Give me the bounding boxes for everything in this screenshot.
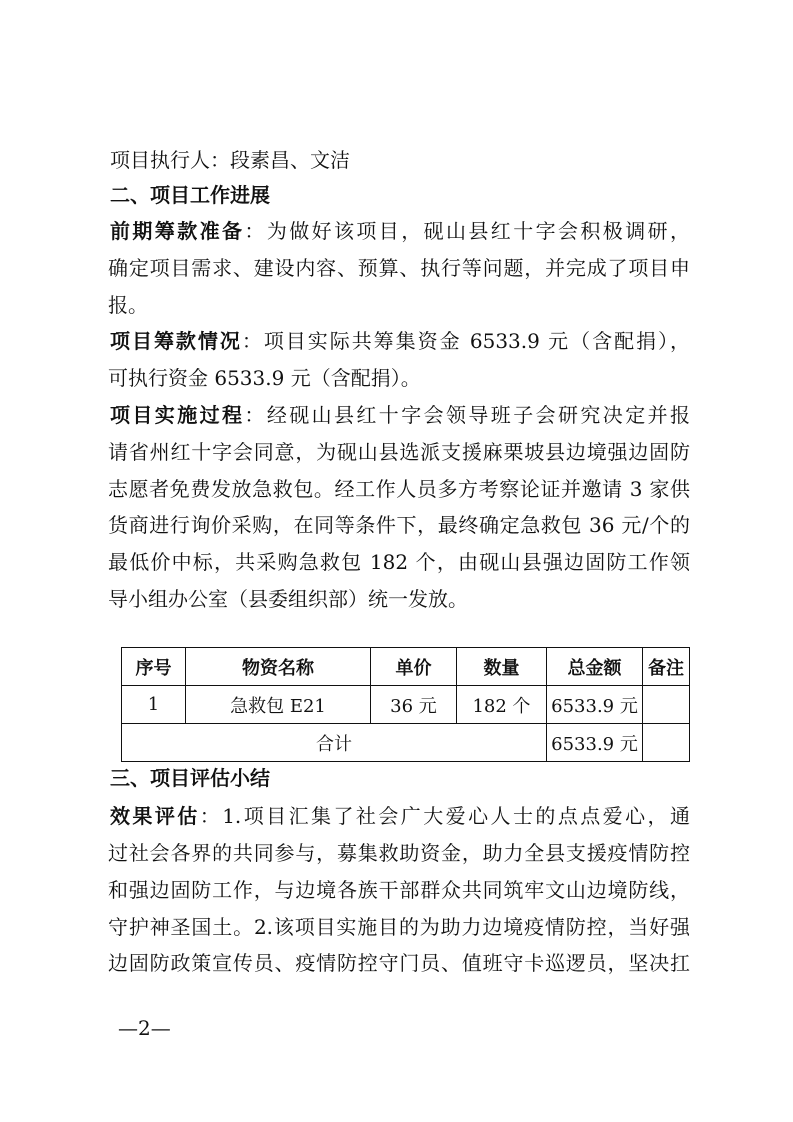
prep-line-3: 报。: [108, 293, 148, 317]
executor-line: [110, 150, 690, 170]
materials-table: [121, 647, 690, 762]
total-label: 合计: [122, 724, 547, 762]
funding-text-1: 项目实际共筹集资金 6533.9 元（含配捐），: [263, 329, 691, 353]
process-line-1: [110, 405, 690, 425]
process-line-3: 志愿者免费发放急救包。经工作人员多方考察论证并邀请 3 家供: [108, 477, 690, 501]
cell-total: 6533.9 元: [547, 686, 643, 724]
cell-no: 1: [122, 686, 186, 724]
header-price: 单价: [371, 648, 457, 686]
header-note: 备注: [643, 648, 690, 686]
total-amount: 6533.9 元: [547, 724, 643, 762]
eval-line-2: 过社会各界的共同参与，募集救助资金，助力全县支援疫情防控: [108, 841, 690, 865]
prep-sep: ：: [244, 219, 267, 243]
prep-label: 前期筹款准备: [110, 219, 245, 243]
cell-qty: 182 个: [457, 686, 547, 724]
table-total-row: [122, 724, 690, 762]
executor-label: 项目执行人: [110, 148, 210, 172]
prep-line-1: [110, 221, 690, 241]
prep-line-2: 确定项目需求、建设内容、预算、执行等问题，并完成了项目申: [108, 256, 690, 280]
funding-label: 项目筹款情况: [110, 329, 242, 353]
header-name: 物资名称: [186, 648, 371, 686]
table-header-row: [122, 648, 690, 686]
section-heading-evaluation: 三、项目评估小结: [110, 766, 270, 790]
prep-text-1: 为做好该项目，砚山县红十字会积极调研，: [266, 219, 691, 243]
process-line-5: 最低价中标，共采购急救包 182 个，由砚山县强边固防工作领: [108, 550, 690, 574]
total-note: [643, 724, 690, 762]
cell-name: 急救包 E21: [186, 686, 371, 724]
eval-sep: ：: [199, 804, 223, 828]
process-text-1: 经砚山县红十字会领导班子会研究决定并报: [266, 403, 691, 427]
executor-value: 段素昌、文洁: [230, 148, 350, 172]
eval-label: 效果评估: [110, 804, 200, 828]
eval-text-1: 1.项目汇集了社会广大爱心人士的点点爱心，通: [222, 804, 690, 828]
process-label: 项目实施过程: [110, 403, 245, 427]
page-number: —2—: [118, 1016, 171, 1040]
process-line-2: 请省州红十字会同意，为砚山县选派支援麻栗坡县边境强边固防: [108, 440, 690, 464]
header-total: 总金额: [547, 648, 643, 686]
funding-line-2: 可执行资金 6533.9 元（含配捐）。: [108, 366, 421, 390]
cell-price: 36 元: [371, 686, 457, 724]
table-row: [122, 686, 690, 724]
header-no: 序号: [122, 648, 186, 686]
process-sep: ：: [244, 403, 267, 427]
eval-line-3: 和强边固防工作，与边境各族干部群众共同筑牢文山边境防线，: [108, 878, 690, 902]
funding-sep: ：: [241, 329, 264, 353]
eval-line-5: 边固防政策宣传员、疫情防控守门员、值班守卡巡逻员，坚决扛: [108, 951, 690, 975]
section-heading-progress: 二、项目工作进展: [110, 183, 270, 207]
process-line-6: 导小组办公室（县委组织部）统一发放。: [108, 587, 468, 611]
header-qty: 数量: [457, 648, 547, 686]
funding-line-1: [110, 331, 690, 351]
process-line-4: 货商进行询价采购，在同等条件下，最终确定急救包 36 元/个的: [108, 513, 690, 537]
eval-line-4: 守护神圣国土。2.该项目实施目的为助力边境疫情防控，当好强: [108, 915, 690, 939]
eval-line-1: [110, 806, 690, 826]
cell-note: [643, 686, 690, 724]
executor-sep: ：: [210, 148, 230, 172]
